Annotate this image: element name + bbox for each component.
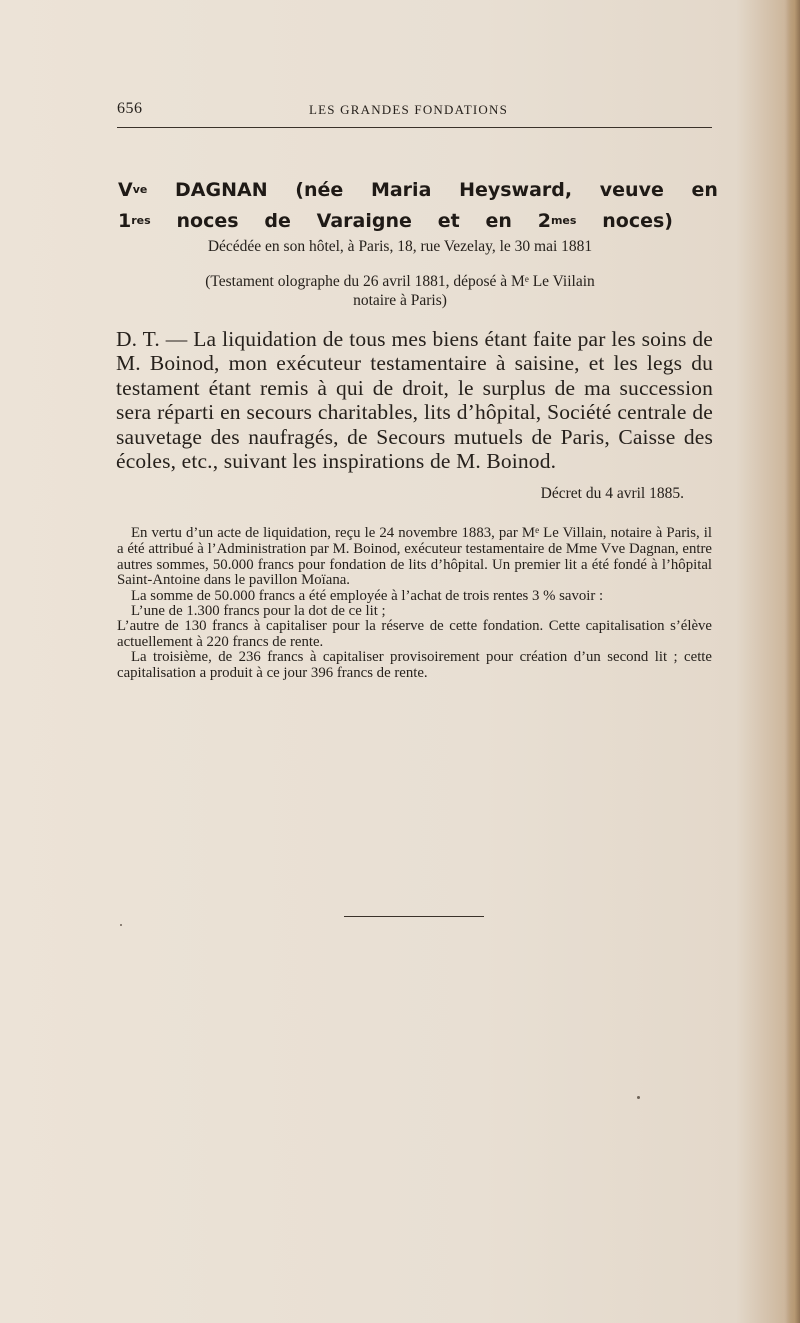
page-edge-shadow bbox=[786, 0, 800, 1323]
entry-title-line-1 bbox=[118, 176, 718, 207]
title-word bbox=[118, 207, 151, 238]
closing-rule bbox=[344, 916, 484, 917]
testament-superscript: e bbox=[524, 274, 529, 284]
title-superscript: ve bbox=[132, 183, 148, 196]
title-word: Maria bbox=[370, 179, 432, 201]
decree-reference: Décret du 4 avril 1885. bbox=[540, 485, 684, 502]
title-word: veuve bbox=[599, 179, 664, 201]
will-excerpt: D. T. — La liquidation de tous mes biens étant faite par les soins de M. Boinod, mon exécuteur testamentaire à saisine, et les legs du testament étant remis à qui de droit, le surplus de ma succession sera réparti en secours charitables, lits d’hôpital, Société centrale de sauvetage des naufragés, de Secours mutuels de Paris, Caisse des écoles, etc., suivant les inspirations de M. Boinod. bbox=[116, 327, 713, 474]
entry-title bbox=[118, 176, 718, 238]
title-text: 2 bbox=[537, 210, 551, 232]
title-word: Varaigne bbox=[316, 210, 412, 232]
title-word: en bbox=[691, 179, 718, 201]
title-word: et bbox=[437, 210, 460, 232]
testament-text: (Testament olographe du 26 avril 1881, déposé à M bbox=[205, 273, 525, 290]
title-word: (née bbox=[295, 179, 344, 201]
body-paragraph: La troisième, de 236 francs à capitaliser provisoirement pour création d’un second lit ; cette capitalisation a produit à ce jour 396 francs de rente. bbox=[117, 649, 712, 681]
testament-line-2: notaire à Paris) bbox=[353, 292, 447, 309]
title-word: de bbox=[264, 210, 291, 232]
title-word: en bbox=[485, 210, 512, 232]
title-word bbox=[118, 176, 147, 207]
body-paragraph: L’autre de 130 francs à capitaliser pour la réserve de cette fondation. Cette capitalisation s’élève actuellement à 220 francs de rente. bbox=[117, 618, 712, 650]
title-word: noces) bbox=[602, 210, 673, 232]
testament-text: Le Viilain bbox=[528, 273, 595, 290]
title-superscript: mes bbox=[550, 214, 577, 227]
header-rule bbox=[117, 127, 712, 128]
page-header bbox=[117, 100, 712, 124]
testament-note bbox=[100, 273, 700, 310]
paper-speck bbox=[637, 1096, 640, 1099]
body-superscript: e bbox=[535, 525, 540, 535]
title-word bbox=[538, 207, 577, 238]
testament-line-1 bbox=[100, 273, 700, 292]
title-word: Heysward, bbox=[459, 179, 573, 201]
body-paragraph bbox=[117, 526, 712, 589]
title-superscript: res bbox=[131, 214, 151, 227]
death-note: Décédée en son hôtel, à Paris, 18, rue Vezelay, le 30 mai 1881 bbox=[207, 238, 593, 255]
body-paragraph: L’une de 1.300 francs pour la dot de ce lit ; bbox=[131, 603, 386, 620]
body-text bbox=[117, 526, 712, 681]
body-paragraph: La somme de 50.000 francs a été employée à l’achat de trois rentes 3 % savoir : bbox=[131, 587, 604, 604]
page-number: 656 bbox=[117, 100, 143, 117]
body-text-run: Le Villain, notaire à Paris, il a été attribué à l’Administration par M. Boinod, exécuteur testamentaire de Mme Vve Dagnan, entre autres sommes, 50.000 francs pour fondation de lits d’hôpital. Un premier lit a été fondé à l’hôpital Saint-Antoine dans le pavillon Moïana. bbox=[117, 525, 712, 589]
entry-title-line-2 bbox=[118, 207, 673, 238]
title-word: DAGNAN bbox=[175, 179, 268, 201]
title-text: 1 bbox=[118, 210, 132, 232]
body-text-run: En vertu d’un acte de liquidation, reçu le 24 novembre 1883, par M bbox=[131, 525, 536, 541]
running-title: LES GRANDES FONDATIONS bbox=[309, 102, 509, 117]
paper-speck bbox=[120, 924, 122, 926]
title-word: noces bbox=[176, 210, 239, 232]
title-text: V bbox=[118, 179, 133, 201]
